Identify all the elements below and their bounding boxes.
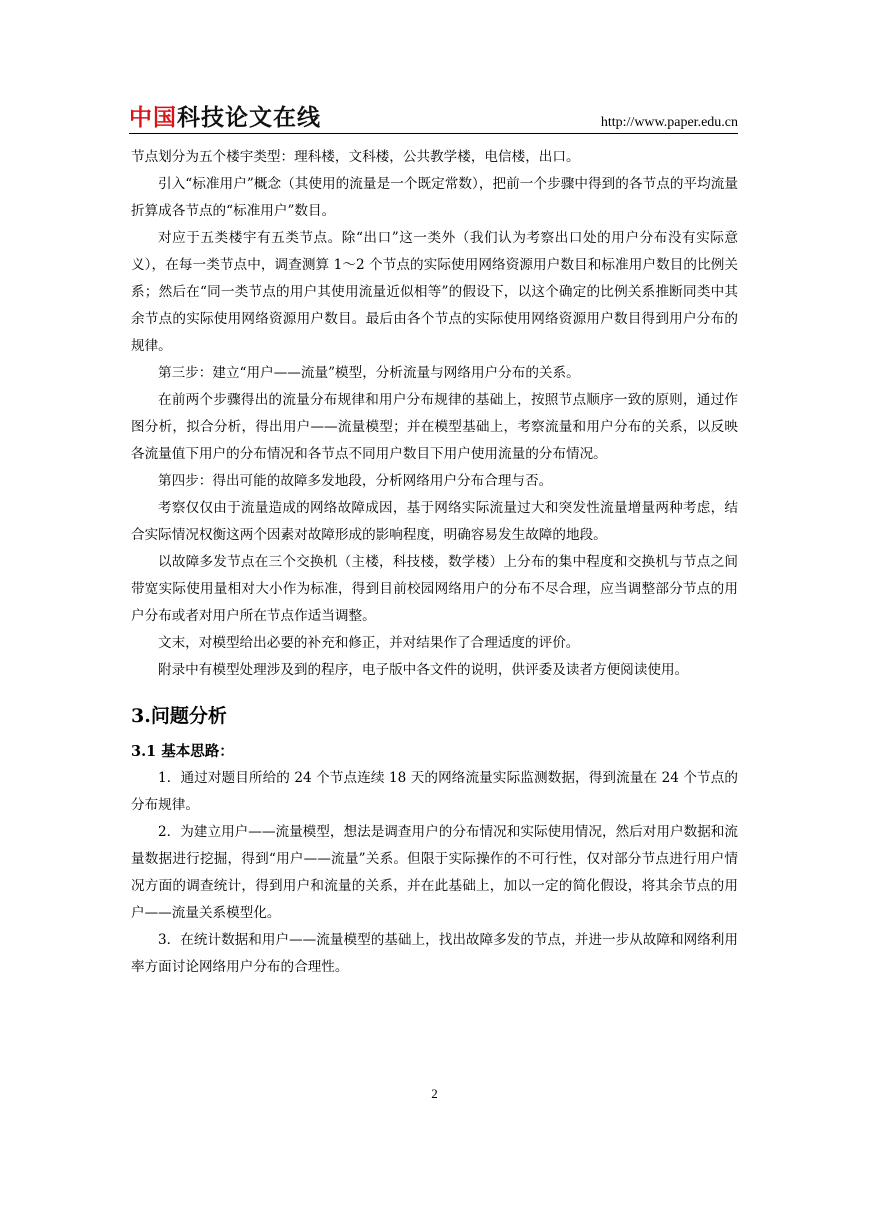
- paragraph: 考察仅仅由于流量造成的网络故障成因，基于网络实际流量过大和突发性流量增量两种考虑，结合实际情况权衡这两个因素对故障形成的影响程度，明确容易发生故障的地段。: [131, 500, 738, 543]
- section-title: 3.问题分析: [131, 705, 227, 727]
- list-item: 1．通过对题目所给的 24 个节点连续 18 天的网络流量实际监测数据，得到流量在 24 个节点的分布规律。: [131, 770, 738, 813]
- page-number: 2: [431, 1086, 438, 1101]
- header-logo: [129, 104, 321, 132]
- paragraph: 对应于五类楼宇有五类节点。除“出口”这一类外（我们认为考察出口处的用户分布没有实际意义），在每一类节点中，调查测算 1～2 个节点的实际使用网络资源用户数目和标准用户数目的比例关系；然后在“同一类节点的用户其使用流量近似相等”的假设下，以这个确定的比例关系推断同类中其余节点的实际使用网络资源用户数目。最后由各个节点的实际使用网络资源用户数目得到用户分布的规律。: [131, 230, 738, 354]
- logo-red-text: 中国: [129, 105, 177, 131]
- paragraph: 以故障多发节点在三个交换机（主楼，科技楼，数学楼）上分布的集中程度和交换机与节点之间带宽实际使用量相对大小作为标准，得到目前校园网络用户的分布不尽合理，应当调整部分节点的用户分布或者对用户所在节点作适当调整。: [131, 554, 738, 624]
- document-body: [131, 144, 738, 981]
- paragraph: 第三步：建立“用户——流量”模型，分析流量与网络用户分布的关系。: [158, 365, 580, 381]
- logo-dark-text: 科技论文在线: [177, 105, 321, 131]
- paragraph: 附录中有模型处理涉及到的程序，电子版中各文件的说明，供评委及读者方便阅读使用。: [158, 662, 689, 678]
- header-rule: [129, 133, 738, 134]
- header-url: http://www.paper.edu.cn: [600, 115, 738, 130]
- list-item: 3．在统计数据和用户——流量模型的基础上，找出故障多发的节点，并进一步从故障和网络利用率方面讨论网络用户分布的合理性。: [131, 932, 738, 975]
- paragraph: 文末，对模型给出必要的补充和修正，并对结果作了合理适度的评价。: [158, 635, 580, 651]
- subsection-title: 3.1 基本思路：: [131, 743, 234, 760]
- paragraph: 第四步：得出可能的故障多发地段，分析网络用户分布合理与否。: [158, 473, 553, 489]
- list-item: 2．为建立用户——流量模型，想法是调查用户的分布情况和实际使用情况，然后对用户数据和流量数据进行挖掘，得到“用户——流量”关系。但限于实际操作的不可行性，仅对部分节点进行用户情况方面的调查统计，得到用户和流量的关系，并在此基础上，加以一定的简化假设，将其余节点的用户——流量关系模型化。: [131, 824, 738, 921]
- paragraph: 节点划分为五个楼宇类型：理科楼，文科楼，公共教学楼，电信楼，出口。: [131, 149, 580, 165]
- paragraph: 引入“标准用户”概念（其使用的流量是一个既定常数），把前一个步骤中得到的各节点的平均流量折算成各节点的“标准用户”数目。: [131, 176, 738, 219]
- paragraph: 在前两个步骤得出的流量分布规律和用户分布规律的基础上，按照节点顺序一致的原则，通过作图分析，拟合分析，得出用户——流量模型；并在模型基础上，考察流量和用户分布的关系，以反映各流量值下用户的分布情况和各节点不同用户数目下用户使用流量的分布情况。: [131, 392, 738, 462]
